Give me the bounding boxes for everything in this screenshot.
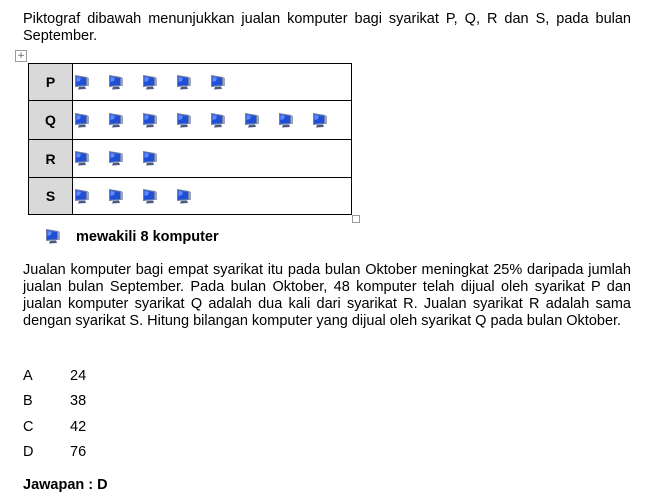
computer-icon <box>141 74 158 91</box>
computer-icon <box>141 150 158 167</box>
pictograph-key <box>44 228 219 245</box>
option-value: 42 <box>70 418 87 435</box>
table-move-handle-icon[interactable]: + <box>15 50 27 62</box>
option-item <box>23 389 86 415</box>
option-letter: B <box>23 393 33 410</box>
pictograph-row <box>29 101 352 140</box>
computer-icon <box>277 112 294 129</box>
key-text: mewakili 8 komputer <box>76 228 219 245</box>
computer-icon <box>107 112 124 129</box>
row-icons <box>73 101 352 140</box>
computer-icon <box>73 74 90 91</box>
row-label: S <box>29 178 73 215</box>
computer-icon <box>175 112 192 129</box>
computer-icon <box>141 112 158 129</box>
option-value: 76 <box>70 444 87 461</box>
option-value: 24 <box>70 367 87 384</box>
option-item <box>23 363 86 389</box>
computer-icon <box>209 74 226 91</box>
computer-icon <box>141 188 158 205</box>
question-body: Jualan komputer bagi empat syarikat itu pada bulan Oktober meningkat 25% daripada jumlah jualan bulan September. Pada bulan Oktober, 48 komputer telah dijual oleh syarikat P dan jualan komputer syarikat Q adalah dua kali dari syarikat R. Jualan syarikat R adalah sama dengan syarikat S. Hitung bilangan komputer yang dijual oleh syarikat Q pada bulan Oktober. <box>23 262 631 329</box>
options-list <box>23 363 86 465</box>
computer-icon <box>73 150 90 167</box>
option-item <box>23 414 86 440</box>
row-label: R <box>29 140 73 178</box>
computer-icon <box>175 74 192 91</box>
row-label: P <box>29 64 73 101</box>
pictograph-row <box>29 140 352 178</box>
computer-icon <box>243 112 260 129</box>
option-letter: D <box>23 444 34 461</box>
row-icons <box>73 64 352 101</box>
computer-icon <box>73 112 90 129</box>
computer-icon <box>73 188 90 205</box>
computer-icon <box>44 228 61 245</box>
pictograph-row <box>29 178 352 215</box>
computer-icon <box>175 188 192 205</box>
pictograph-row <box>29 64 352 101</box>
option-item <box>23 440 86 466</box>
option-value: 38 <box>70 393 87 410</box>
option-letter: C <box>23 418 34 435</box>
question-intro: Piktograf dibawah menunjukkan jualan komputer bagi syarikat P, Q, R dan S, pada bulan September. <box>23 11 631 44</box>
computer-icon <box>107 74 124 91</box>
row-icons <box>73 140 352 178</box>
computer-icon <box>311 112 328 129</box>
row-label: Q <box>29 101 73 140</box>
computer-icon <box>107 150 124 167</box>
computer-icon <box>107 188 124 205</box>
answer-text: Jawapan : D <box>23 477 108 493</box>
option-letter: A <box>23 367 33 384</box>
computer-icon <box>209 112 226 129</box>
pictograph-table <box>28 63 352 215</box>
row-icons <box>73 178 352 215</box>
table-resize-handle[interactable] <box>352 215 360 223</box>
